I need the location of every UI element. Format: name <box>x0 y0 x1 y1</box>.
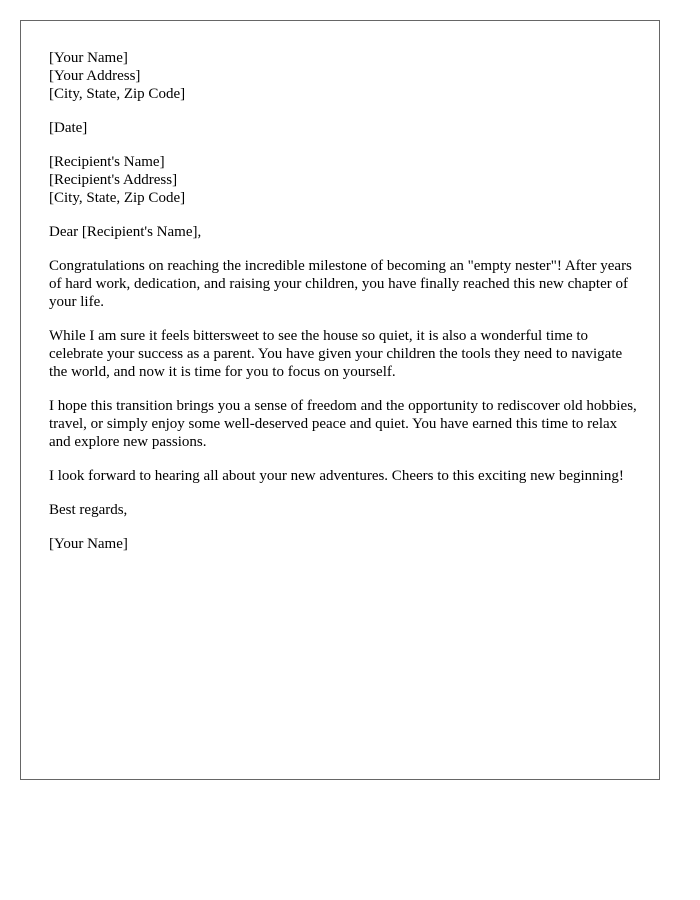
closing: Best regards, <box>49 502 128 518</box>
body-paragraph-1: Congratulations on reaching the incredible milestone of becoming an "empty nester"! After years of hard work, dedication, and raising your children, you have finally reached this new chapter of your life. <box>49 258 632 310</box>
body-paragraph-3: I hope this transition brings you a sense of freedom and the opportunity to rediscover old hobbies, travel, or simply enjoy some well-deserved peace and quiet. You have earned this time to relax and explore new passions. <box>49 398 637 450</box>
sender-city-state-zip: [City, State, Zip Code] <box>49 86 186 102</box>
body-paragraph-2: While I am sure it feels bittersweet to see the house so quiet, it is also a wonderful time to celebrate your success as a parent. You have given your children the tools they need to navigate the world, and now it is time for you to focus on yourself. <box>49 328 623 380</box>
body-paragraph-4: I look forward to hearing all about your new adventures. Cheers to this exciting new beginning! <box>49 468 624 484</box>
sender-block <box>49 49 631 103</box>
recipient-address: [Recipient's Address] <box>49 172 178 188</box>
letter-date: [Date] <box>49 120 88 136</box>
recipient-city-state-zip: [City, State, Zip Code] <box>49 190 186 206</box>
recipient-block <box>49 153 631 207</box>
recipient-name: [Recipient's Name] <box>49 154 165 170</box>
date-block <box>49 119 631 137</box>
sender-address: [Your Address] <box>49 68 141 84</box>
salutation: Dear [Recipient's Name], <box>49 224 202 240</box>
letter-page <box>20 20 660 780</box>
sender-name: [Your Name] <box>49 50 128 66</box>
signature: [Your Name] <box>49 536 128 552</box>
